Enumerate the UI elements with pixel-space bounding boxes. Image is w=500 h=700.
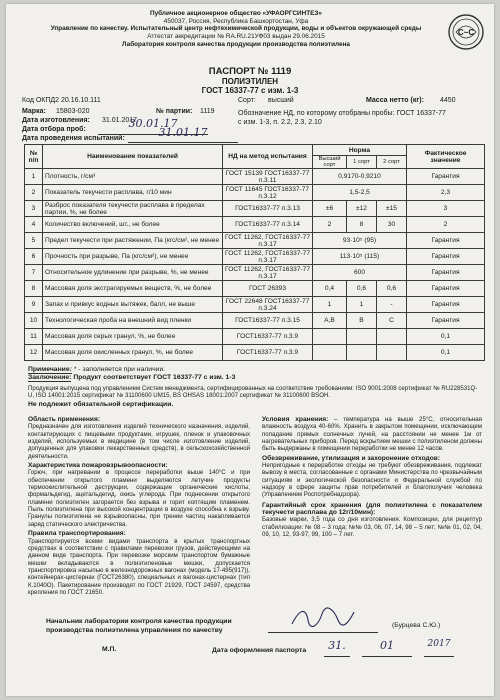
row-method: ГОСТ16337-77 п.3.9 (223, 329, 313, 345)
row-norm-second: - (377, 297, 407, 313)
row-norm-first: В (347, 313, 377, 329)
row-num: 3 (25, 201, 43, 217)
storage-text: – температура на выше 25°С, относительная влажность воздуха 40-60%. Хранить в закрытом помещении, исключающем попадание прямых солнечных лучей, на расстоянии не менее 1м от нагревательных приборов. Перед вскрытием мешки с полиэтиленом должны быть выдержаны в помещении переработки не менее 12 часов. (262, 416, 482, 453)
row-name: Массовая доля экстрагируемых веществ, %, не более (43, 281, 223, 297)
row-norm-premium: ±6 (313, 201, 347, 217)
row-norm-premium: 1 (313, 297, 347, 313)
row-method: ГОСТ 11262, ГОСТ16337-77 п.3.17 (223, 233, 313, 249)
fire-heading: Характеристика пожаровзрывоопасности: (28, 462, 168, 470)
row-num: 7 (25, 265, 43, 281)
made-date-value: 31.01.2017 (102, 117, 138, 124)
row-name: Плотность, г/см³ (43, 169, 223, 185)
row-norm-first: ±12 (347, 201, 377, 217)
stamp-place: М.П. (102, 646, 117, 653)
row-num: 6 (25, 249, 43, 265)
row-norm-second: С (377, 313, 407, 329)
notes-block (28, 366, 478, 409)
test-date-handwritten: 31.01.17 (158, 126, 208, 139)
passport-sheet (6, 4, 494, 696)
org-address: 450037, Россия, Республика Башкортостан, Уфа (163, 17, 309, 25)
row-actual: 0,1 (407, 329, 485, 345)
row-num: 8 (25, 281, 43, 297)
row-actual: Гарантия (407, 281, 485, 297)
row-actual: 3 (407, 201, 485, 217)
col-method: НД на метод испытания (223, 145, 313, 169)
col-num: № п/п (25, 145, 43, 169)
row-norm: 113·10⁵ (115) (313, 249, 407, 265)
row-actual: Гарантия (407, 297, 485, 313)
batch-label: № партии: (156, 108, 193, 115)
chief-title-1: Начальник лаборатории контроля качества продукции (46, 618, 232, 625)
row-norm: 600 (313, 265, 407, 281)
row-norm-second: 0,6 (377, 281, 407, 297)
row-num: 5 (25, 233, 43, 249)
col-premium: Высший сорт (313, 156, 347, 169)
row-name: Запах и привкус водных вытяжек, балл, не выше (43, 297, 223, 313)
row-name: Массовая доля серых гранул, %, не более (43, 329, 223, 345)
row-norm-premium: А,В (313, 313, 347, 329)
org-department: Управление по качеству. Испытательный центр нефтехимической продукции, воды и объектов окружающей среды (50, 25, 422, 33)
mark-value: 15803-020 (56, 108, 90, 115)
row-norm-second (377, 329, 407, 345)
row-num: 9 (25, 297, 43, 313)
row-name: Количество включений, шт., не более (43, 217, 223, 233)
row-actual: 2 (407, 217, 485, 233)
org-lab: Лаборатория контроля качества продукции производства полиэтилена (122, 40, 350, 48)
row-num: 12 (25, 345, 43, 361)
row-norm-first: 0,6 (347, 281, 377, 297)
warranty-heading: Гарантийный срок хранения (для полиэтилена с показателем текучести расплава до 12г/10мин): (262, 501, 482, 517)
made-date-label: Дата изготовления: (22, 117, 90, 124)
row-norm-premium (313, 329, 347, 345)
row-norm-premium (313, 345, 347, 361)
quality-table (24, 144, 485, 361)
row-method: ГОСТ 22648 ГОСТ16337-77 п.3.24 (223, 297, 313, 313)
chief-name: (Бурцева С.Ю.) (392, 622, 441, 629)
table-row (25, 345, 485, 361)
table-row (25, 233, 485, 249)
row-method: ГОСТ 11645 ГОСТ16337-77 п.3.12 (223, 185, 313, 201)
row-actual: Гарантия (407, 169, 485, 185)
warranty-text: Базовые марки, 3,5 года со дня изготовления. Композиции, для рецептур стабилизации: № 08 – 3 года; №№ 03, 06, 07, 14, 98 – 5 лет; №№ 01, 02, 04, 09, 10, 12, 93-97, 99, 100 – 7 лет. (262, 516, 482, 539)
row-method: ГОСТ16337-77 п.3.9 (223, 345, 313, 361)
management-systems: Продукция выпущена под управлением Систем менеджмента, сертифицированных на соответствие требованиям: ISO 9001:2008 сертификат № RU228531Q-U, ISO 14001:2015 сертификат № 31100600 UM15, BS OHSAS 18001:2007 сертификат № 31100600 BSOH. (28, 385, 478, 400)
note-label: Примечание: (28, 366, 72, 373)
batch-value: 1119 (200, 108, 215, 115)
row-actual: Гарантия (407, 265, 485, 281)
row-actual: Гарантия (407, 233, 485, 249)
row-num: 11 (25, 329, 43, 345)
note-text: * - заполняется при наличии. (73, 366, 166, 373)
sampling-nd-2: с изм. 1-3, п. 2.2, 2.3, 2.10 (238, 119, 322, 126)
col-second: 2 сорт (377, 156, 407, 169)
org-name: Публичное акционерное общество «УФАОРГСИНТЕЗ» (149, 10, 322, 17)
row-norm-second (377, 345, 407, 361)
conclusion-text: Продукт соответствует ГОСТ 16337-77 с изм. 1-3 (73, 374, 236, 381)
conclusion-line (28, 374, 478, 382)
grade-label: Сорт: (238, 97, 256, 104)
conclusion-label: Заключение: (28, 374, 72, 381)
row-norm-premium: 0,4 (313, 281, 347, 297)
signature-icon (288, 604, 358, 630)
row-norm-first (347, 345, 377, 361)
grade-value: высший (268, 97, 294, 104)
row-actual: 2,3 (407, 185, 485, 201)
issue-year-line (424, 639, 454, 657)
certification-note: Не подлежит обязательной сертификации. (28, 401, 174, 409)
row-method: ГОСТ16337-77 п.3.14 (223, 217, 313, 233)
company-logo-icon (447, 13, 485, 51)
table-row (25, 169, 485, 185)
product-name: ПОЛИЭТИЛЕН (221, 77, 279, 86)
issue-day-line (324, 639, 350, 657)
sample-date-handwritten: 30.01.17 (128, 117, 178, 130)
row-method: ГОСТ 26393 (223, 281, 313, 297)
table-row (25, 185, 485, 201)
row-name: Относительное удлинение при разрыве, %, не менее (43, 265, 223, 281)
row-method: ГОСТ 11262, ГОСТ16337-77 п.3.17 (223, 265, 313, 281)
row-norm-second: ±15 (377, 201, 407, 217)
table-row (25, 217, 485, 233)
table-row (25, 201, 485, 217)
sample-date-label: Дата отбора проб: (22, 126, 86, 133)
row-actual: 0,1 (407, 345, 485, 361)
row-method: ГОСТ16337-77 п.3.15 (223, 313, 313, 329)
note-line (28, 366, 478, 374)
row-norm-premium: 2 (313, 217, 347, 233)
row-num: 1 (25, 169, 43, 185)
row-norm-second: 30 (377, 217, 407, 233)
chief-title-2: производства полиэтилена управления по качеству (46, 627, 223, 634)
row-norm-first: 1 (347, 297, 377, 313)
disposal-text: Непригодные к переработке отходы не требуют обезвреживания, подлежат вывозу в места, согласованные с органами Министерства по чрезвычайным ситуациям и экологической безопасности и Федеральной службой по надзору в сфере защиты прав потребителей и благополучия человека (Управлением Роспотребнадзора). (262, 462, 482, 499)
row-actual: Гарантия (407, 249, 485, 265)
col-first: 1 сорт (347, 156, 377, 169)
issue-day: 31. (328, 639, 346, 652)
row-method: ГОСТ 11262, ГОСТ16337-77 п.3.17 (223, 249, 313, 265)
row-name: Предел текучести при растяжении, Па (кгс/см², не менее (43, 233, 223, 249)
issue-date-label: Дата оформления паспорта (212, 647, 307, 654)
row-norm: 0,9170-0,9210 (313, 169, 407, 185)
row-norm-first (347, 329, 377, 345)
passport-title: ПАСПОРТ № 1119 (208, 66, 292, 77)
issue-year: 2017 (427, 639, 451, 649)
transport-text: Транспортируется всеми видами транспорта в крытых транспортных средствах в соответствии с правилами перевозки грузов, действующими на данном виде транспорта. При перевозке морским транспортом бумажные мешки вкладываются в полиэтиленовые мешки, допускается транспортировка насыпью в железнодорожных вагонах (модель 17-495(917)), контейнерах-цистернах (ГОСТ26380), специальных и вагонах-цистернах (тип К.1040О). Пакетирование производят по ГОСТ 21929, ГОСТ 24597, средства крепления по ГОСТ 21650. (28, 537, 250, 596)
row-name: Технологическая проба на внешний вид пленки (43, 313, 223, 329)
application-text: Предназначен для изготовления изделий технического назначения, изделий, контактирующих с пищевыми продуктами, игрушек, пленок и упаковочных изделий, используемых в медицине (в том числе изготовление изделий, допущенных для упаковки лекарственных средств), в сельскохозяйственной деятельности. (28, 423, 250, 460)
table-row (25, 265, 485, 281)
org-accreditation: Аттестат аккредитации № RA.RU.21УФ03 выдан 29.06.2015 (147, 33, 325, 41)
row-name: Показатель текучести расплава, г/10 мин (43, 185, 223, 201)
row-norm: 93·10⁵ (95) (313, 233, 407, 249)
row-norm-first: 8 (347, 217, 377, 233)
table-row (25, 329, 485, 345)
left-column (28, 416, 250, 596)
logo-lettering: С~С (457, 28, 475, 37)
row-method: ГОСТ 15139 ГОСТ16337-77 п.3.11 (223, 169, 313, 185)
okpd-code: Код ОКПД2 20.16.10.111 (22, 97, 101, 104)
issue-month: 01 (380, 639, 394, 652)
organization-header (26, 10, 446, 49)
row-name: Массовая доля окисленных гранул, %, не более (43, 345, 223, 361)
table-row (25, 297, 485, 313)
col-name: Наименование показателей (43, 145, 223, 169)
fire-text: Горюч, при нагревании в процессе переработки выше 140°С и при обеспечении открытого пламени выделяются летучие продукты термоокислительной деструкции, содержащие органические кислоты, формальдегид, ацетальдегид, окись углерода. При поднесении открытого пламени полиэтилен загорается без взрыва и горит коптящим пламенем. Пыль полиэтилена при высокой концентрации в воздухе способна к взрыву. Гранулы полиэтилена не взрывоопасны, при трении частиц накапливается заряд статического электричества. (28, 469, 250, 528)
disposal-heading: Обезвреживание, утилизация и захоронение отходов: (262, 454, 440, 462)
table-row (25, 313, 485, 329)
net-mass-value: 4450 (440, 97, 456, 104)
net-mass-label: Масса нетто (кг): (366, 97, 424, 104)
col-norm: Норма (313, 145, 407, 156)
row-name: Разброс показателя текучести расплава в пределах партии, %, не более (43, 201, 223, 217)
mark-label: Марка: (22, 108, 46, 115)
table-row (25, 249, 485, 265)
row-num: 2 (25, 185, 43, 201)
row-norm: 1,5-2,5 (313, 185, 407, 201)
application-heading: Область применения: (28, 416, 101, 423)
product-standard: ГОСТ 16337-77 с изм. 1-3 (201, 86, 299, 95)
storage-heading: Условия хранения: (262, 416, 329, 423)
row-actual: Гарантия (407, 313, 485, 329)
right-column (262, 416, 482, 539)
row-num: 10 (25, 313, 43, 329)
sampling-nd: Обозначение НД, по которому отобраны пробы: ГОСТ 16337-77 (238, 110, 446, 117)
col-actual: Фактическое значение (407, 145, 485, 169)
test-date-label: Дата проведения испытаний: (22, 135, 125, 142)
table-row (25, 281, 485, 297)
transport-heading: Правила транспортирования: (28, 530, 126, 538)
row-name: Прочность при разрыве, Па (кгс/см²), не менее (43, 249, 223, 265)
row-num: 4 (25, 217, 43, 233)
issue-month-line (362, 639, 412, 657)
test-date-line (128, 126, 238, 143)
row-method: ГОСТ16337-77 п.3.13 (223, 201, 313, 217)
